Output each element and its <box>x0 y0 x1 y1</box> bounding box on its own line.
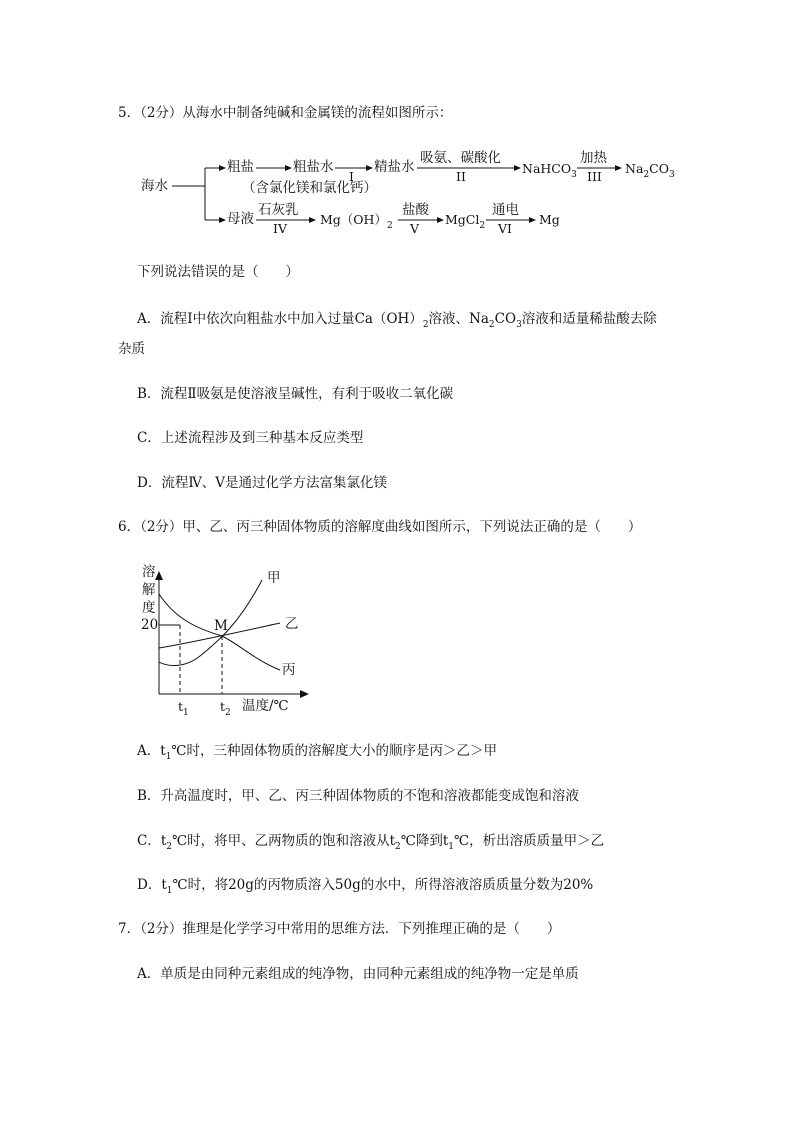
x-axis-label: 温度/℃ <box>242 698 289 714</box>
step-4-label: IV <box>273 221 287 236</box>
q5-prompt: 下列说法错误的是（ ） <box>137 264 299 280</box>
node-nahco3: NaHCO$_3$ <box>522 161 577 180</box>
q7-option-a: A．单质是由同种元素组成的纯净物，由同种元素组成的纯净物一定是单质 <box>137 966 579 982</box>
intersection-m: M <box>214 618 228 634</box>
y-tick-20: 20 <box>141 617 159 633</box>
step-1-label: I <box>349 169 354 184</box>
node-mgoh2: $Mg(OH)_2$ <box>320 212 393 231</box>
q6-option-c: C．$t_2℃$时，将甲、乙两物质的饱和溶液从$t_2℃$降到$t_1℃$，析出溶质质量甲＞乙 <box>137 833 605 852</box>
node-refined-brine: 精盐水 <box>374 159 415 175</box>
x-tick-t2: $t_2$ <box>220 699 231 718</box>
q6-option-b: B．升高温度时，甲、乙、丙三种固体物质的不饱和溶液都能变成饱和溶液 <box>137 788 579 804</box>
heat-condition: 加热 <box>580 150 607 166</box>
node-seawater: 海水 <box>141 178 168 194</box>
q6-option-a: A．$t_1℃$时，三种固体物质的溶解度大小的顺序是丙＞乙＞甲 <box>137 743 498 762</box>
node-na2co3: $Na_2CO_3$ <box>625 161 675 180</box>
step-2-label: II <box>456 169 466 184</box>
q5-option-a-continued: 杂质 <box>118 341 145 357</box>
q5-option-c: C．上述流程涉及到三种基本反应类型 <box>137 430 364 446</box>
step-2-condition: 吸氨、碳酸化 <box>420 150 501 166</box>
q7-stem: 7．（2分）推理是化学学习中常用的思维方法．下列推理正确的是（ ） <box>118 921 561 937</box>
x-tick-t1: $t_1$ <box>178 699 189 718</box>
q5-stem: 5．（2分）从海水中制备纯碱和金属镁的流程如图所示： <box>118 105 453 121</box>
electrolysis-condition: 通电 <box>492 202 519 218</box>
step-5-label: V <box>410 221 420 236</box>
curve-bing-label: 丙 <box>282 662 296 678</box>
y-label-char-1: 溶 <box>142 564 156 580</box>
step-3-label: III <box>587 169 602 184</box>
step-6-label: VI <box>498 221 512 236</box>
q5-option-a: A．流程Ⅰ中依次向粗盐水中加入过量$Ca(OH)_2$溶液、$Na_2CO_3$溶液和适量稀盐酸去除 <box>137 311 657 330</box>
q6-option-d: D．$t_1℃$时，将20g的丙物质溶入50g的水中，所得溶液溶质质量分数为20% <box>137 877 594 896</box>
curve-yi-label: 乙 <box>285 616 299 632</box>
node-mgcl2: MgCl$_2$ <box>445 212 486 231</box>
node-crude-salt: 粗盐 <box>227 159 254 175</box>
q5-option-d: D．流程Ⅳ、V是通过化学方法富集氯化镁 <box>137 475 388 491</box>
q6-stem: 6．（2分）甲、乙、丙三种固体物质的溶解度曲线如图所示，下列说法正确的是（ ） <box>118 519 642 535</box>
y-label-char-3: 度 <box>142 600 156 616</box>
node-mg: Mg <box>539 212 560 227</box>
hcl-condition: 盐酸 <box>402 202 429 218</box>
lime-milk-condition: 石灰乳 <box>258 202 299 218</box>
node-crude-brine: 粗盐水 <box>293 159 334 175</box>
y-label-char-2: 解 <box>142 582 156 598</box>
q5-option-b: B．流程Ⅱ吸氨是使溶液呈碱性，有利于吸收二氧化碳 <box>137 386 454 402</box>
curve-jia-label: 甲 <box>267 570 281 586</box>
node-mother-liquor: 母液 <box>227 211 254 227</box>
impurity-note: （含氯化镁和氯化钙） <box>242 180 377 196</box>
